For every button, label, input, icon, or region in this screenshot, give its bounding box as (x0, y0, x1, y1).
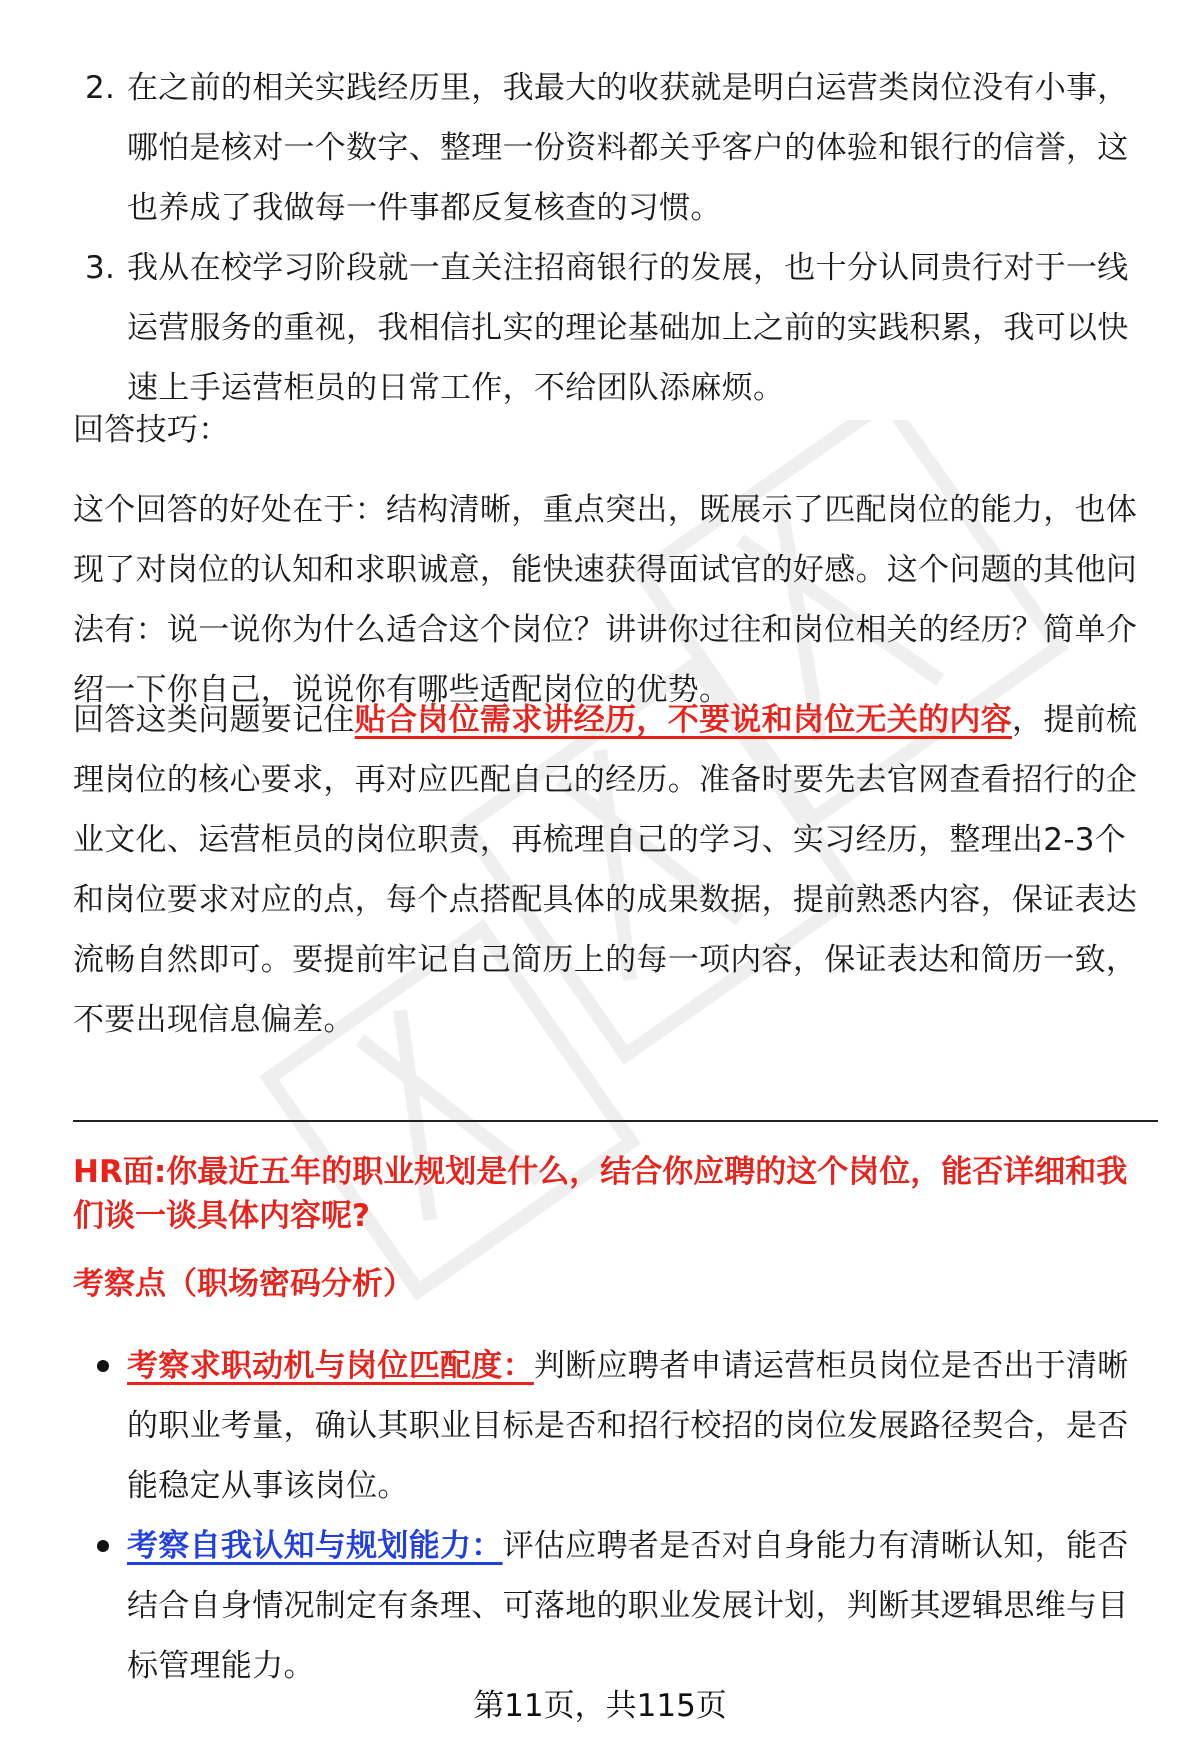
tips-highlight: 贴合岗位需求讲经历，不要说和岗位无关的内容 (354, 702, 1013, 738)
bullet-text: 判断应聘者申请运营柜员岗位是否出于清晰的职业考量，确认其职业目标是否和招行校招的岗位发展路径契合，是否能稳定从事该岗位。 (127, 1348, 1129, 1504)
page-footer: 第11页，共115页 (473, 1688, 727, 1724)
bullet-icon (97, 1540, 109, 1552)
bullet-label: 考察求职动机与岗位匹配度： (127, 1348, 534, 1384)
bullet-label: 考察自我认知与规划能力： (127, 1528, 503, 1564)
bullet-icon (97, 1360, 109, 1372)
list-number: 3. (85, 250, 116, 286)
bullet-list (75, 1336, 1155, 1696)
section-divider (73, 1120, 1158, 1122)
tips-paragraph-2 (73, 690, 1153, 1050)
numbered-list (75, 58, 1155, 418)
bullet-text: 评估应聘者是否对自身能力有清晰认知，能否结合自身情况制定有条理、可落地的职业发展计划，判断其逻辑思维与目标管理能力。 (127, 1528, 1129, 1684)
tips-paragraph-1: 这个回答的好处在于：结构清晰，重点突出，既展示了匹配岗位的能力，也体现了对岗位的认知和求职诚意，能快速获得面试官的好感。这个问题的其他问法有：说一说你为什么适合这个岗位？讲讲你过往和岗位相关的经历？简单介绍一下你自己，说说你有哪些适配岗位的优势。 (73, 492, 1138, 708)
list-item (75, 238, 1155, 418)
tips-paragraph-2-prefix: 回答这类问题要记住 (73, 702, 355, 738)
list-number: 2. (85, 70, 116, 106)
section-title: 考察点（职场密码分析） (73, 1266, 414, 1302)
tips-paragraph-2-suffix: ，提前梳理岗位的核心要求，再对应匹配自己的经历。准备时要先去官网查看招行的企业文化、运营柜员的岗位职责，再梳理自己的学习、实习经历，整理出2-3个和岗位要求对应的点，每个点搭配具体的成果数据，提前熟悉内容，保证表达流畅自然即可。要提前牢记自己简历上的每一项内容，保证表达和简历一致，不要出现信息偏差。 (73, 702, 1138, 1038)
list-item (75, 1516, 1155, 1696)
list-item (75, 58, 1155, 238)
tips-label: 回答技巧： (73, 412, 230, 448)
list-item-text: 我从在校学习阶段就一直关注招商银行的发展，也十分认同贵行对于一线运营服务的重视，我相信扎实的理论基础加上之前的实践积累，我可以快速上手运营柜员的日常工作，不给团队添麻烦。 (127, 250, 1129, 406)
list-item-text: 在之前的相关实践经历里，我最大的收获就是明白运营类岗位没有小事，哪怕是核对一个数字、整理一份资料都关乎客户的体验和银行的信誉，这也养成了我做每一件事都反复核查的习惯。 (127, 70, 1129, 226)
hr-question: HR面:你最近五年的职业规划是什么，结合你应聘的这个岗位，能否详细和我们谈一谈具体内容呢? (73, 1154, 1128, 1234)
list-item (75, 1336, 1155, 1516)
